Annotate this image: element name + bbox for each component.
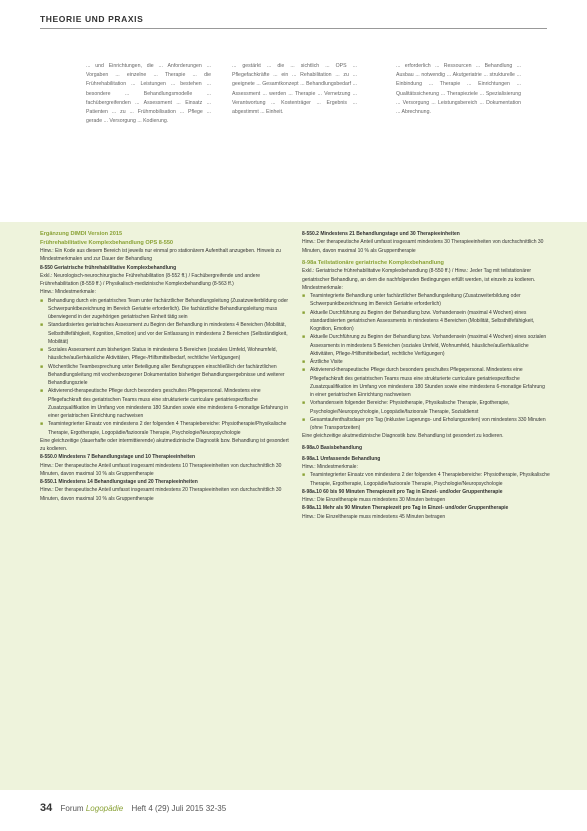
section-title: 8-98a.1 Umfassende Behandlung (302, 455, 381, 462)
list-item: ■ Teamintegrierter Einsatz von mindestens 2 der folgenden 4 Therapiebereiche: Physiotherapie, Physikalische Therapie, Ergotherapie, Logopädie/fazioorale Therapie, Psychologie/Neuropsychologie (310, 471, 550, 488)
box-left-column (40, 230, 290, 503)
section-text: Hinw.: Der therapeutische Anteil umfasst insgesamt mindestens 20 Therapieeinheiten von durchschnittlich 30 Minuten, davon maximal 10 % als Gruppentherapie (40, 487, 282, 502)
intro-column-1: ... und Einrichtungen, die ... Anforderungen ... Vorgaben ... einzelne ... Therapie ... die Frührehabilitation ... Leistungen ... bestehen ... besondere ... Behandlungsmodelle ... fachübergreifenden ... Assessment ... Einsatz ... Patienten ... zu ... Frühmobilisation ... Pflege ... gerade ... Versorgung ... Kodierung. (86, 63, 211, 125)
section-title: 8-98a Teilstationäre geriatrische Komplexbehandlung (302, 259, 444, 266)
list-item: ■ Wöchentliche Teambesprechung unter Beteiligung aller Berufsgruppen einschließlich der fachärztlichen Behandlungsleitung mit wochenbezogener Dokumentation bisheriger Behandlungsergebnisse und weiterer Behandlungsziele (48, 363, 290, 388)
section-title: 8-550.1 Mindestens 14 Behandlungstage und 20 Therapieeinheiten (40, 479, 198, 485)
section-text: Hinw.: Die Einzeltherapie muss mindestens 30 Minuten betragen (302, 497, 446, 503)
list-item: ■ Teamintegrierte Behandlung unter fachärztlicher Behandlungsleitung (Zusatzweiterbildung oder Schwerpunktbezeichnung im Bereich Geriatrie erforderlich) (310, 292, 550, 309)
intro-column-3: ... erforderlich ... Ressourcen ... Behandlung ... Ausbau ... notwendig ... Akutgeriatrie ... strukturelle ... Einbindung ... Therapie ... Einrichtungen ... Qualitätssicherung ... Therapieziele ... Spezialisierung ... Versorgung ... Leistungsbereich ... Dokumentation ... Abrechnung. (396, 63, 521, 116)
page-footer (40, 802, 226, 814)
list-item: ■ Aktivierend-therapeutische Pflege durch besonders geschultes Pflegepersonal. Mindestens eine Pflegefachkraft des geriatrischen Teams muss eine strukturierte curriculare geriatriespezifische Zusatzqualifikation im Umfang von mindestens 180 Stunden sowie eine mindestens 6-monatige Erfahrung in einer geriatrischen Einrichtung nachweisen (310, 366, 550, 399)
list-item: ■ Aktuelle Durchführung zu Beginn der Behandlung bzw. Vorhandensein (maximal 4 Wochen) eines sozialen Assessments in mindestens 5 Bereichen (soziales Umfeld, Wohnumfeld, häusliche/außerhäusliche Aktivitäten, Pflege-/Hilfsmittelbedarf, rechtliche Verfügungen) (310, 333, 550, 358)
box-right-column (302, 230, 550, 521)
list-item: ■ Vorhandensein folgender Bereiche: Physiotherapie, Physikalische Therapie, Ergotherapie, Psychologie/Neuropsychologie, Logopädie/fazioorale Therapie, Sozialdienst (310, 399, 550, 416)
list-item: ■ Behandlung durch ein geriatrisches Team unter fachärztlicher Behandlungsleitung (Zusatzweiterbildung oder Schwerpunktbezeichnung im Bereich Geriatrie erforderlich). Die fachärztliche Behandlungsleitung muss überwiegend in der zugehörigen geriatrischen Einheit tätig sein (48, 297, 290, 322)
journal-brand: Logopädie (85, 804, 124, 813)
exclusion-text: Exkl.: Neurologisch-neurochirurgische Frührehabilitation (8-552 ff.) / Fachübergreifende und andere Frührehabilitation (8-559 ff.) / Physikalisch-medizinische Komplexbehandlung (8-563 ff.) (40, 272, 261, 287)
list-item: ■ Standardisiertes geriatrisches Assessment zu Beginn der Behandlung in mindestens 4 Bereichen (Mobilität, Selbsthilfefähigkeit, Kognition, Emotion) und vor der Entlassung in mindestens 2 Bereichen (Selbständigkeit, Mobilität) (48, 321, 290, 346)
tail-text: Eine gleichzeitige akutmedizinische Diagnostik bzw. Behandlung ist gesondert zu kodieren. (302, 433, 504, 440)
list-item: ■ Teamintegrierter Einsatz von mindestens 2 der folgenden 4 Therapiebereiche: Physiotherapie/Physikalische Therapie, Ergotherapie, Logopädie/fazioorale Therapie, Psychologie/Neuropsychologie (48, 420, 290, 437)
hint-text: Hinw.: Mindestmerkmale: (40, 289, 96, 296)
tail-text: Eine gleichzeitige (dauerhafte oder intermittierende) akutmedizinische Diagnostik bzw. Behandlung ist gesondert zu kodieren. (40, 437, 289, 452)
section-title: 8-550.2 Mindestens 21 Behandlungstage und 30 Therapieeinheiten (302, 231, 460, 237)
issue-info: Heft 4 (29) Juli 2015 32-35 (131, 804, 227, 813)
criteria-list (302, 471, 550, 488)
criteria-list (302, 292, 550, 432)
box-title-1: Ergänzung DIMDI Version 2015 (40, 231, 123, 237)
section-title: 8-550.0 Mindestens 7 Behandlungstage und 10 Therapieeinheiten (40, 454, 196, 461)
section-text: Hinw.: Die Einzeltherapie muss mindestens 45 Minuten betragen (302, 513, 446, 520)
list-item: ■ Ärztliche Visite (310, 358, 550, 366)
intro-column-2: ... gestärkt ... die ... sichtlich ... OPS ... Pflegefachkräfte ... ein ... Rehabilitation ... zu ... geeignete ... Gesamtkonzept ... Behandlungsbedarf ... Assessment ... werden ... Therapie ... Vernetzung ... Verantwortung ... Kostenträger ... Ergebnis ... abgestimmt ... Einheit. (232, 63, 357, 116)
list-item: ■ Gesamtaufenthaltsdauer pro Tag (inklusive Lagerungs- und Erholungszeiten) von mindestens 330 Minuten (ohne Transportzeiten) (310, 416, 550, 433)
box-title-2: Frührehabilitative Komplexbehandlung OPS 8-550 (40, 239, 174, 246)
section-title: 8-98a.11 Mehr als 90 Minuten Therapiezeit pro Tag in Einzel- und/oder Gruppentherapie (302, 505, 509, 512)
list-item: ■ Aktivierend-therapeutische Pflege durch besonders geschultes Pflegepersonal. Mindestens eine Pflegefachkraft des geriatrischen Teams muss eine strukturierte curriculare geriatriespezifische Zusatzqualifikation im Umfang von mindestens 180 Stunden sowie eine mindestens 6-monatige Erfahrung in einer geriatrischen Einrichtung nachweisen (48, 387, 290, 420)
list-item: ■ Soziales Assessment zum bisherigen Status in mindestens 5 Bereichen (soziales Umfeld, Wohnumfeld, häusliche/außerhäusliche Aktivitäten, Pflege-/Hilfsmittelbedarf, rechtliche Verfügungen) (48, 346, 290, 363)
section-text: Exkl.: Geriatrische frührehabilitative Komplexbehandlung (8-550 ff.) / Hinw.: Jeder Tag mit teilstationärer geriatrischer Behandlung, an dem die nachfolgenden Bedingungen erfüllt werden, ist einzeln zu kodieren. Mindestmerkmale: (302, 268, 536, 291)
list-item: ■ Aktuelle Durchführung zu Beginn der Behandlung bzw. Vorhandensein (maximal 4 Wochen) eines standardisierten geriatrischen Assessments in mindestens 4 Bereichen (Mobilität, Selbsthilfefähigkeit, Kognition, Emotion) (310, 309, 550, 334)
section-title: 8-98a.0 Basisbehandlung (302, 444, 363, 451)
section-title: 8-550 Geriatrische frührehabilitative Komplexbehandlung (40, 264, 177, 271)
journal-name: Forum (60, 804, 84, 813)
section-header: THEORIE UND PRAXIS (40, 14, 144, 24)
page-number: 34 (40, 802, 53, 814)
header-rule (40, 28, 547, 29)
section-title: 8-98a.10 60 bis 90 Minuten Therapiezeit pro Tag in Einzel- und/oder Gruppentherapie (302, 488, 503, 495)
criteria-list (40, 297, 290, 437)
section-text: Hinw.: Der therapeutische Anteil umfasst insgesamt mindestens 10 Therapieeinheiten von durchschnittlich 30 Minuten, davon maximal 10 % als Gruppentherapie (40, 462, 282, 477)
section-text: Hinw.: Mindestmerkmale: (302, 464, 358, 470)
box-lead: Hinw.: Ein Kode aus diesem Bereich ist jeweils nur einmal pro stationärem Aufenthalt anzugeben. Hinweis zu Mindestmerkmalen und zur Dauer der Behandlung (40, 248, 281, 263)
section-text: Hinw.: Der therapeutische Anteil umfasst insgesamt mindestens 30 Therapieeinheiten von durchschnittlich 30 Minuten, davon maximal 10 % als Gruppentherapie (302, 239, 544, 254)
